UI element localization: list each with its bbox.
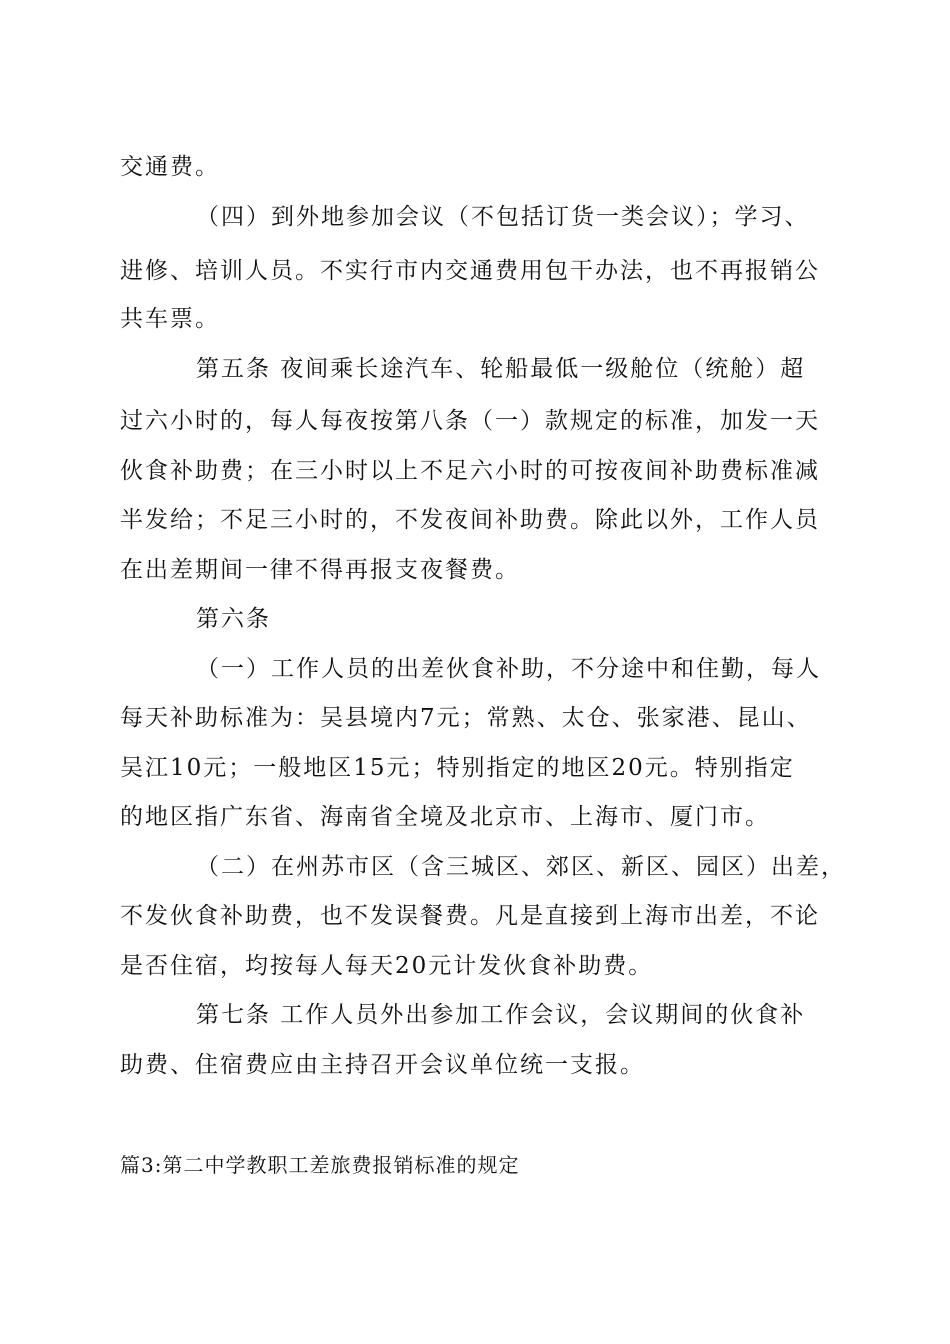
text-line: 进修、培训人员。不实行市内交通费用包干办法，也不再报销公: [120, 258, 820, 284]
text-line: 每天补助标准为：吴县境内7元；常熟、太仓、张家港、昆山、: [120, 705, 812, 731]
text-line: 的地区指广东省、海南省全境及北京市、上海市、厦门市。: [120, 804, 770, 830]
text-line: 第七条 工作人员外出参加工作会议，会议期间的伙食补: [196, 1002, 806, 1028]
text-line: （一）工作人员的出差伙食补助，不分途中和住勤，每人: [196, 656, 821, 682]
text-line: 第六条: [196, 606, 271, 632]
text-line: （二）在州苏市区（含三城区、郊区、新区、园区）出差，: [196, 854, 846, 880]
section-heading: 篇3:第二中学教职工差旅费报销标准的规定: [120, 1153, 520, 1177]
text-line: 共车票。: [120, 306, 220, 332]
text-line: 过六小时的，每人每夜按第八条（一）款规定的标准，加发一天: [120, 408, 820, 434]
text-line: 助费、住宿费应由主持召开会议单位统一支报。: [120, 1052, 645, 1078]
text-line: 交通费。: [120, 154, 220, 180]
text-line: （四）到外地参加会议（不包括订货一类会议）；学习、: [196, 204, 810, 230]
text-line: 第五条 夜间乘长途汽车、轮船最低一级舱位（统舱）超: [196, 356, 806, 382]
text-line: 是否住宿，均按每人每天20元计发伙食补助费。: [120, 953, 654, 979]
text-line: 不发伙食补助费，也不发误餐费。凡是直接到上海市出差，不论: [120, 903, 820, 929]
text-line: 半发给；不足三小时的，不发夜间补助费。除此以外，工作人员: [120, 507, 820, 533]
text-line: 吴江10元；一般地区15元；特别指定的地区20元。特别指定: [120, 755, 795, 781]
text-line: 在出差期间一律不得再报支夜餐费。: [120, 557, 520, 583]
text-line: 伙食补助费；在三小时以上不足六小时的可按夜间补助费标准减: [120, 458, 820, 484]
